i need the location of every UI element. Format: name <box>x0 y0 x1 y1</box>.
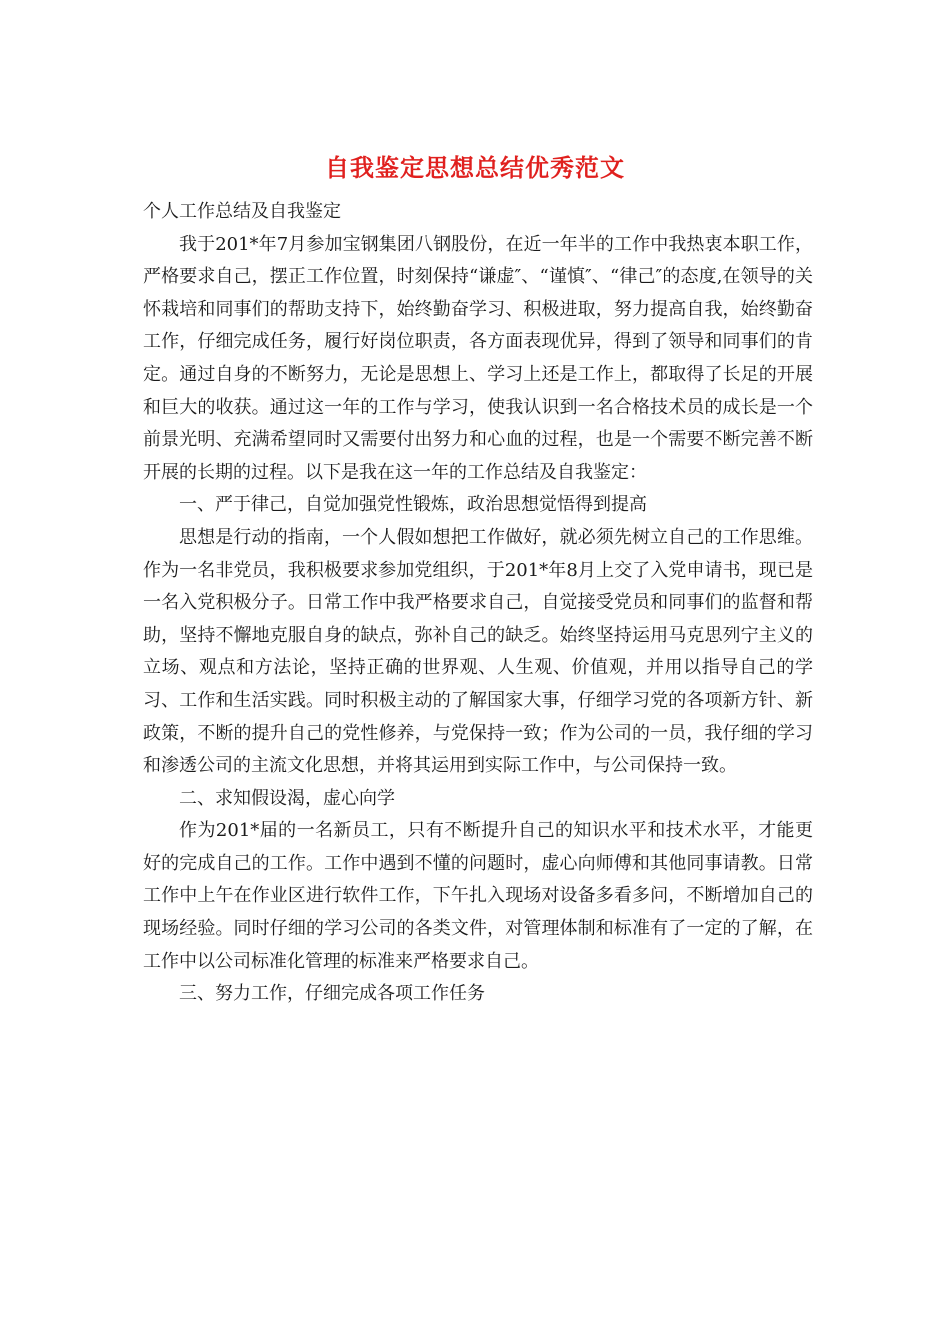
paragraph-section-2: 作为201*届的一名新员工，只有不断提升自己的知识水平和技术水平，才能更好的完成自己的工作。工作中遇到不懂的问题时，虚心向师傅和其他同事请教。日常工作中上午在作业区进行软件工作，下午扎入现场对设备多看多问，不断增加自己的现场经验。同时仔细的学习公司的各类文件，对管理体制和标准有了一定的了解，在工作中以公司标准化管理的标准来严格要求自己。 <box>143 820 813 972</box>
paragraph-section-1: 思想是行动的指南，一个人假如想把工作做好，就必须先树立自己的工作思维。作为一名非党员，我积极要求参加党组织，于201*年8月上交了入党申请书，现已是一名入党积极分子。日常工作中我严格要求自己，自觉接受党员和同事们的监督和帮助，坚持不懈地克服自身的缺点，弥补自己的缺乏。始终坚持运用马克思列宁主义的立场、观点和方法论，坚持正确的世界观、人生观、价值观，并用以指导自己的学习、工作和生活实践。同时积极主动的了解国家大事，仔细学习党的各项新方针、新政策，不断的提升自己的党性修养，与党保持一致；作为公司的一员，我仔细的学习和渗透公司的主流文化思想，并将其运用到实际工作中，与公司保持一致。 <box>143 526 813 777</box>
section-heading-1: 一、严于律己，自觉加强党性锻炼，政治思想觉悟得到提高 <box>179 494 647 516</box>
document-title: 自我鉴定思想总结优秀范文 <box>325 153 625 182</box>
document-subtitle: 个人工作总结及自我鉴定 <box>143 201 341 222</box>
section-heading-2: 二、求知假设渴，虚心向学 <box>179 787 395 809</box>
section-heading-3: 三、努力工作，仔细完成各项工作任务 <box>179 983 485 1005</box>
document-body <box>143 196 813 1011</box>
paragraph-intro: 我于201*年7月参加宝钢集团八钢股份，在近一年半的工作中我热衷本职工作，严格要求自己，摆正工作位置，时刻保持“谦虚″、“谨慎″、“律己″的态度,在领导的关怀栽培和同事们的帮助支持下，始终勤奋学习、积极进取，努力提高自我，始终勤奋工作，仔细完成任务，履行好岗位职责，各方面表现优异，得到了领导和同事们的肯定。通过自身的不断努力，无论是思想上、学习上还是工作上，都取得了长足的开展和巨大的收获。通过这一年的工作与学习，使我认识到一名合格技术员的成长是一个前景光明、充满希望同时又需要付出努力和心血的过程，也是一个需要不断完善不断开展的长期的过程。以下是我在这一年的工作总结及自我鉴定： <box>143 233 813 483</box>
